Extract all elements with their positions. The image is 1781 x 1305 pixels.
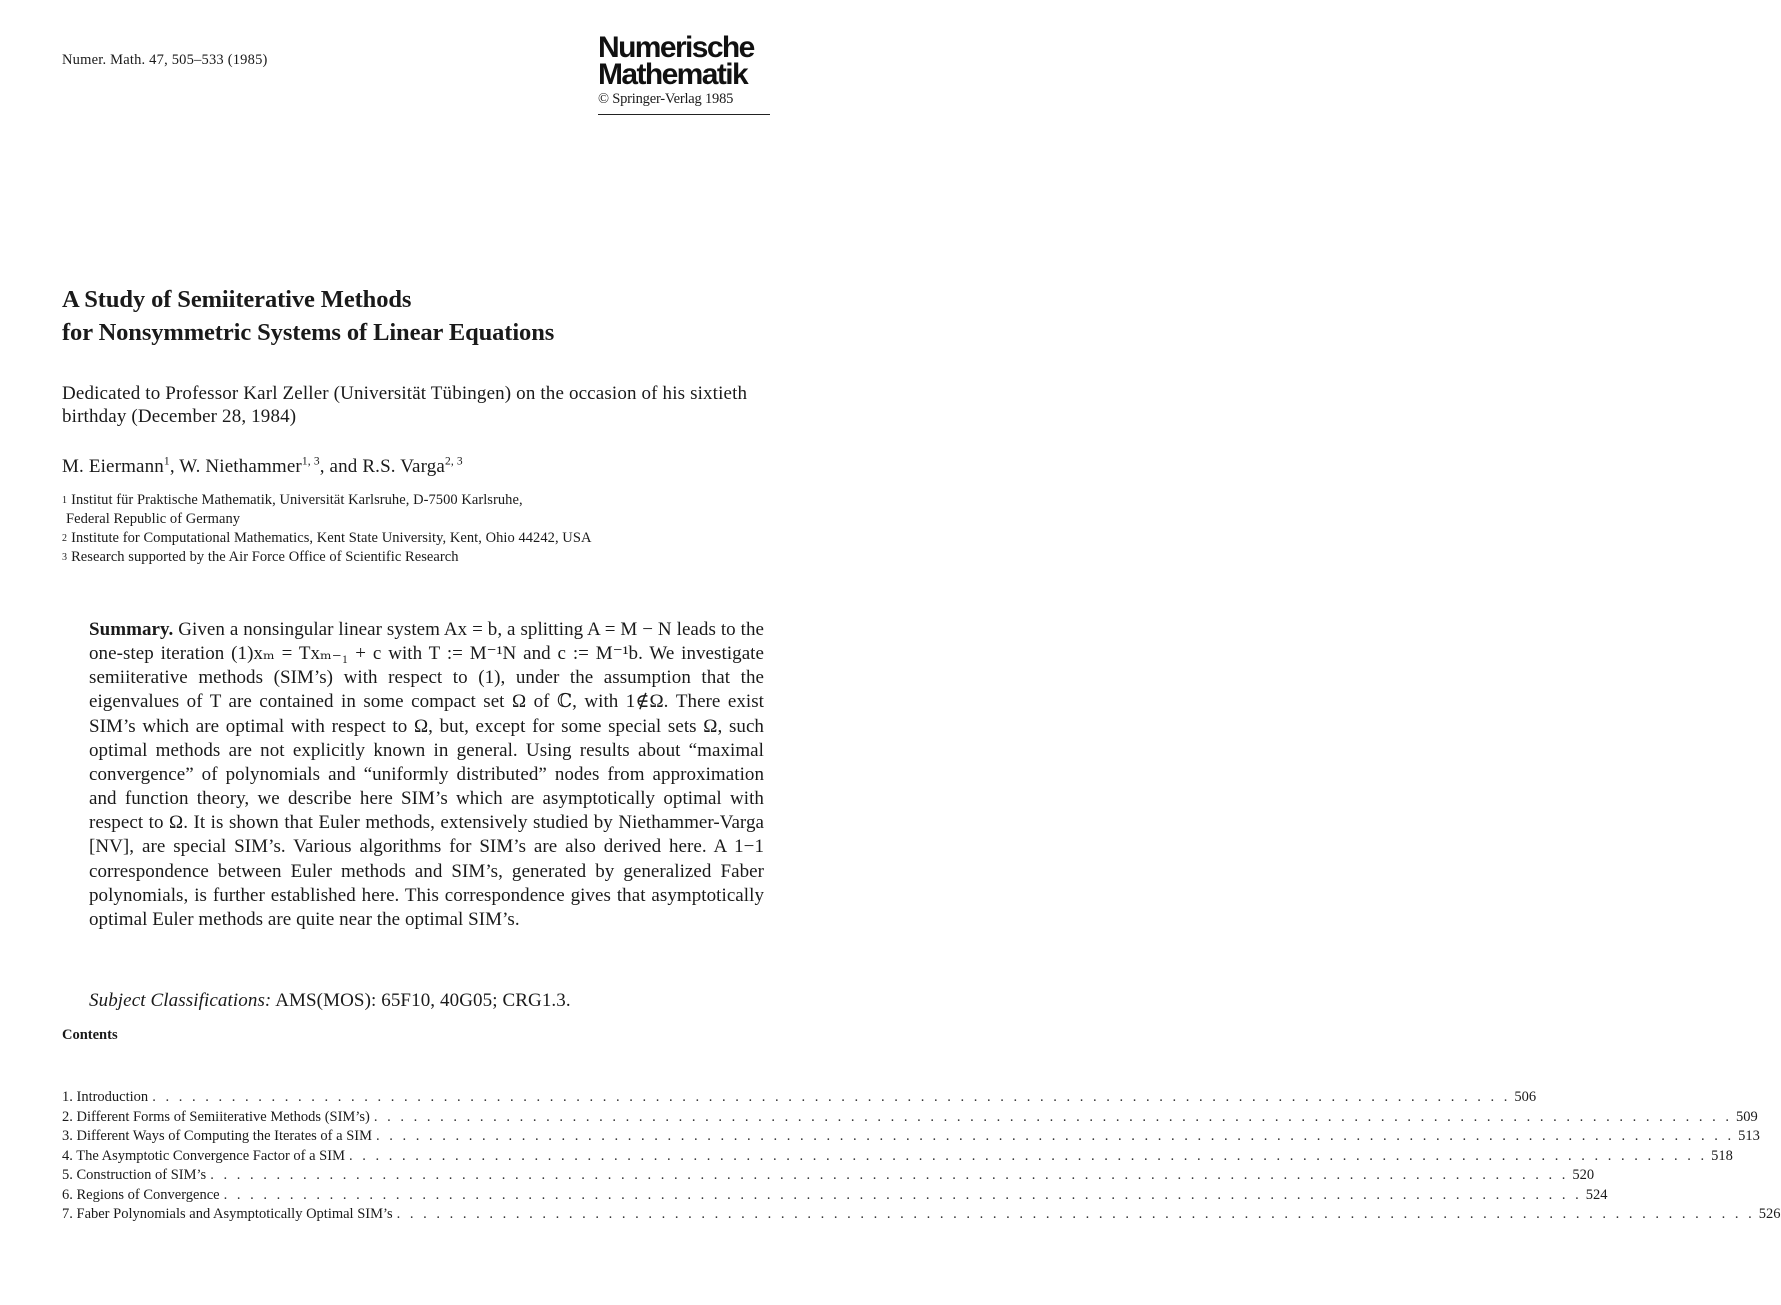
author-separator: ,: [169, 456, 180, 477]
affiliation-text: Federal Republic of Germany: [66, 511, 241, 527]
toc-entry-page: 506: [1514, 1089, 1537, 1105]
journal-name-line2: Mathematik: [598, 58, 748, 91]
journal-name-line1: Numerische: [598, 31, 754, 64]
author-affiliation-mark: 2, 3: [444, 455, 463, 468]
journal-citation: Numer. Math. 47, 505–533 (1985): [62, 52, 268, 68]
toc-entry[interactable]: [62, 1128, 1760, 1148]
toc-entry-page: 524: [1585, 1186, 1608, 1203]
journal-masthead: [598, 31, 770, 115]
toc-entry-page: 513: [1738, 1128, 1760, 1144]
affiliation-number: 1: [62, 495, 68, 506]
subject-codes: AMS(MOS): 65F10, 40G05; CRG1.3.: [275, 990, 571, 1011]
author-separator: , and: [319, 456, 363, 477]
toc-entry-title: 3. Different Ways of Computing the Iterates of a SIM: [62, 1128, 372, 1144]
affiliation-number: 3: [62, 552, 68, 563]
toc-leader-dots: . . . . . . . . . . . . . . . . . . . . . . . . . . . . . . . . . . . . . . . . . . . . . . . . . . . . . . . . . . . . . . . . . . . . . . . . . . . . . . . . . . . . . . . . . . . . . . . . . . . . . . .: [348, 1147, 1708, 1164]
toc-entry-title: 6. Regions of Convergence: [62, 1186, 220, 1203]
affiliation-line: [62, 548, 762, 567]
dedication: Dedicated to Professor Karl Zeller (Universität Tübingen) on the occasion of his sixtieth birthday (December 28, 1984): [62, 383, 748, 427]
affiliation-text: Research supported by the Air Force Office of Scientific Research: [71, 549, 459, 565]
summary-label: Summary.: [89, 619, 174, 640]
toc-entry-title: 7. Faber Polynomials and Asymptotically Optimal SIM’s: [62, 1206, 393, 1222]
toc-entry-title: 5. Construction of SIM’s: [62, 1167, 207, 1183]
summary-abstract: [89, 618, 764, 932]
affiliation-line: [62, 491, 762, 510]
author-name: R.S. Varga: [362, 456, 445, 477]
toc-entry-page: 518: [1711, 1147, 1733, 1164]
toc-leader-dots: . . . . . . . . . . . . . . . . . . . . . . . . . . . . . . . . . . . . . . . . . . . . . . . . . . . . . . . . . . . . . . . . . . . . . . . . . . . . . . . . . . . . . . . . . . . . . . . . . . . . . . .: [210, 1167, 1569, 1183]
subject-label: Subject Classifications:: [89, 990, 272, 1011]
toc-entry[interactable]: [62, 1089, 1537, 1109]
summary-text: Given a nonsingular linear system Ax = b, a splitting A = M − N leads to the one-step iteration (1)xₘ = Txₘ₋₁ + c with T := M⁻¹N and c := M⁻¹b. We investigate semiiterative methods (SIM’s) with respect to (1), under the assumption that the eigenvalues of T are contained in some compact set Ω of ℂ, with 1∉Ω. There exist SIM’s which are optimal with respect to Ω, but, except for some special sets Ω, such optimal methods are not explicitly known in general. Using results about “maximal convergence” of polynomials and “uniformly distributed” nodes from approximation and function theory, we describe here SIM’s which are asymptotically optimal with respect to Ω. It is shown that Euler methods, extensively studied by Niethammer-Varga [NV], are special SIM’s. Various algorithms for SIM’s are also derived here. A 1−1 correspondence between Euler methods and SIM’s, generated by generalized Faber polynomials, is further established here. This correspondence gives that asymptotically optimal Euler methods are quite near the optimal SIM’s.: [89, 619, 764, 930]
toc-leader-dots: . . . . . . . . . . . . . . . . . . . . . . . . . . . . . . . . . . . . . . . . . . . . . . . . . . . . . . . . . . . . . . . . . . . . . . . . . . . . . . . . . . . . . . . . . . . . . . . . . . . . . . .: [223, 1186, 1582, 1203]
toc-entry[interactable]: [62, 1206, 1781, 1226]
title-line-2: for Nonsymmetric Systems of Linear Equations: [62, 319, 555, 346]
toc-entry-page: 509: [1735, 1108, 1758, 1125]
toc-entry-title: 2. Different Forms of Semiiterative Methods (SIM’s): [62, 1108, 370, 1125]
author-list: [62, 456, 463, 478]
toc-leader-dots: . . . . . . . . . . . . . . . . . . . . . . . . . . . . . . . . . . . . . . . . . . . . . . . . . . . . . . . . . . . . . . . . . . . . . . . . . . . . . . . . . . . . . . . . . . . . . . . . . . . . . . .: [152, 1089, 1511, 1105]
author-affiliation-mark: 1, 3: [301, 455, 320, 468]
affiliation-text: Institute for Computational Mathematics, Kent State University, Kent, Ohio 44242, USA: [71, 530, 592, 546]
subject-classifications: [89, 990, 571, 1012]
paper-title: [62, 283, 554, 349]
author-affiliation-mark: 1: [163, 455, 170, 468]
table-of-contents: [62, 1089, 1781, 1226]
contents-heading: Contents: [62, 1027, 118, 1043]
affiliations: [62, 491, 762, 567]
toc-leader-dots: . . . . . . . . . . . . . . . . . . . . . . . . . . . . . . . . . . . . . . . . . . . . . . . . . . . . . . . . . . . . . . . . . . . . . . . . . . . . . . . . . . . . . . . . . . . . . . . . . . . . . . .: [396, 1206, 1755, 1222]
toc-entry-title: 4. The Asymptotic Convergence Factor of a SIM: [62, 1147, 345, 1164]
toc-entry[interactable]: [62, 1167, 1595, 1187]
affiliation-text: Institut für Praktische Mathematik, Universität Karlsruhe, D-7500 Karlsruhe,: [71, 492, 523, 508]
toc-entry-page: 526: [1758, 1206, 1781, 1222]
toc-entry[interactable]: [62, 1186, 1608, 1207]
toc-entry-title: 1. Introduction: [62, 1089, 149, 1105]
toc-leader-dots: . . . . . . . . . . . . . . . . . . . . . . . . . . . . . . . . . . . . . . . . . . . . . . . . . . . . . . . . . . . . . . . . . . . . . . . . . . . . . . . . . . . . . . . . . . . . . . . . . . . . . . .: [375, 1128, 1735, 1144]
title-line-1: A Study of Semiiterative Methods: [62, 286, 412, 313]
publisher-copyright: © Springer-Verlag 1985: [598, 91, 734, 107]
toc-entry-page: 520: [1572, 1167, 1595, 1183]
masthead-rule: [598, 114, 770, 115]
author-name: M. Eiermann: [62, 456, 164, 477]
author-name: W. Niethammer: [179, 456, 302, 477]
toc-entry[interactable]: [62, 1147, 1733, 1168]
toc-entry[interactable]: [62, 1108, 1758, 1129]
affiliation-line: [62, 510, 762, 529]
affiliation-number: 2: [62, 533, 68, 544]
affiliation-line: [62, 529, 762, 548]
toc-leader-dots: . . . . . . . . . . . . . . . . . . . . . . . . . . . . . . . . . . . . . . . . . . . . . . . . . . . . . . . . . . . . . . . . . . . . . . . . . . . . . . . . . . . . . . . . . . . . . . . . . . . . . . .: [373, 1108, 1732, 1125]
